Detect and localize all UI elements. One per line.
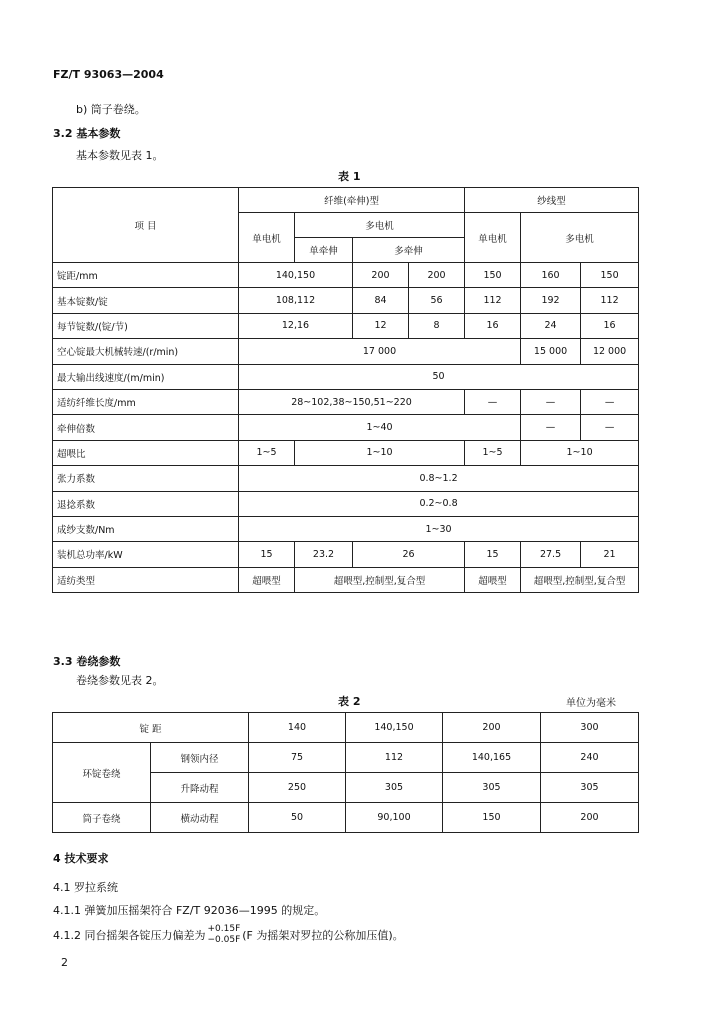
table1-row-label: 超喂比	[53, 440, 239, 465]
section-4-1-2-suffix: (F 为摇架对罗拉的公称加压值)。	[242, 929, 404, 942]
table1-cell: 192	[521, 288, 581, 313]
table1-row-label: 空心锭最大机械转速/(r/min)	[53, 339, 239, 364]
table1-header-item: 项 目	[53, 188, 239, 263]
table1	[52, 187, 639, 593]
table1-cell: 1~10	[521, 440, 639, 465]
table2-cell: 150	[443, 803, 541, 833]
section-4-1-2	[53, 924, 404, 946]
fraction-lower: −0.05F	[207, 935, 241, 945]
section-4-1-1: 4.1.1 弹簧加压摇架符合 FZ/T 92036—1995 的规定。	[53, 904, 326, 917]
table2-cell: 140,165	[443, 743, 541, 773]
table2-unit: 单位为毫米	[566, 698, 616, 709]
table1-cell: —	[521, 389, 581, 414]
section-3-2-title: 3.2 基本参数	[53, 127, 121, 140]
table2-cell: 305	[346, 773, 443, 803]
table1-cell: 超喂型,控制型,复合型	[295, 567, 465, 592]
section-4-1-2-prefix: 4.1.2 同台摇架各锭压力偏差为	[53, 929, 206, 942]
table1-cell: 超喂型,控制型,复合型	[521, 567, 639, 592]
table1-cell: 23.2	[295, 542, 353, 567]
table1-cell: 140,150	[239, 263, 353, 288]
table2-header-value: 300	[541, 713, 639, 743]
table2-group-cheese: 筒子卷绕	[53, 803, 151, 833]
item-b: b) 筒子卷绕。	[76, 103, 146, 116]
table1-row-label: 装机总功率/kW	[53, 542, 239, 567]
table1-cell: 0.2~0.8	[239, 491, 639, 516]
table1-header-single-motor: 单电机	[239, 213, 295, 263]
table1-cell: 1~5	[239, 440, 295, 465]
table1-cell: 21	[581, 542, 639, 567]
table2-cell: 240	[541, 743, 639, 773]
table1-row-label: 适纺纤维长度/mm	[53, 389, 239, 414]
table1-cell: —	[465, 389, 521, 414]
table1-row-label: 最大输出线速度/(m/min)	[53, 364, 239, 389]
table1-row-label: 退捻系数	[53, 491, 239, 516]
table1-row-label: 每节锭数/(锭/节)	[53, 313, 239, 338]
table1-cell: 15 000	[521, 339, 581, 364]
table1-cell: 12 000	[581, 339, 639, 364]
table2-row-label: 升降动程	[151, 773, 249, 803]
table1-cell: 15	[465, 542, 521, 567]
table1-cell: 17 000	[239, 339, 521, 364]
table1-cell: 超喂型	[239, 567, 295, 592]
table1-row-label: 锭距/mm	[53, 263, 239, 288]
table1-cell: 50	[239, 364, 639, 389]
table1-header-yarn-single: 单电机	[465, 213, 521, 263]
table1-cell: 24	[521, 313, 581, 338]
table2-cell: 250	[249, 773, 346, 803]
table1-cell: 8	[409, 313, 465, 338]
table1-cell: 27.5	[521, 542, 581, 567]
table1-cell: 1~30	[239, 516, 639, 541]
table1-cell: 12	[353, 313, 409, 338]
table2-header-value: 200	[443, 713, 541, 743]
table1-row-label: 适纺类型	[53, 567, 239, 592]
table1-cell: 160	[521, 263, 581, 288]
fraction-upper: +0.15F	[207, 924, 241, 934]
section-4-title: 4 技术要求	[53, 852, 109, 865]
table1-cell: —	[521, 415, 581, 440]
table1-header-yarn-multi: 多电机	[521, 213, 639, 263]
table2-cell: 75	[249, 743, 346, 773]
table1-header-multi-draft: 多牵伸	[353, 238, 465, 263]
section-3-3-text: 卷绕参数见表 2。	[76, 674, 164, 687]
table1-caption: 表 1	[338, 170, 361, 183]
table1-cell: —	[581, 415, 639, 440]
table1-cell: 150	[465, 263, 521, 288]
table1-cell: 108,112	[239, 288, 353, 313]
table2-row-label: 钢领内径	[151, 743, 249, 773]
table1-cell: 112	[465, 288, 521, 313]
table1-cell: 150	[581, 263, 639, 288]
table2-row-label: 横动动程	[151, 803, 249, 833]
table1-cell: 1~5	[465, 440, 521, 465]
table1-cell: 200	[409, 263, 465, 288]
section-4-1-title: 4.1 罗拉系统	[53, 881, 118, 894]
table1-cell: 1~40	[239, 415, 521, 440]
table1-header-yarn: 纱线型	[465, 188, 639, 213]
table1-cell: 84	[353, 288, 409, 313]
table1-cell: 超喂型	[465, 567, 521, 592]
section-3-3-title: 3.3 卷绕参数	[53, 655, 121, 668]
standard-number: FZ/T 93063—2004	[53, 68, 164, 81]
table1-row-label: 基本锭数/锭	[53, 288, 239, 313]
table1-cell: 0.8~1.2	[239, 466, 639, 491]
table1-header-fiber: 纤维(牵伸)型	[239, 188, 465, 213]
table2-group-ring: 环锭卷绕	[53, 743, 151, 803]
table1-cell: 200	[353, 263, 409, 288]
table2-cell: 200	[541, 803, 639, 833]
table1-row-label: 成纱支数/Nm	[53, 516, 239, 541]
table2-cell: 90,100	[346, 803, 443, 833]
table1-header-multi-motor: 多电机	[295, 213, 465, 238]
table1-cell: 16	[465, 313, 521, 338]
table1-cell: 28~102,38~150,51~220	[239, 389, 465, 414]
table2-cell: 112	[346, 743, 443, 773]
table1-cell: 56	[409, 288, 465, 313]
table2-header-value: 140,150	[346, 713, 443, 743]
table1-header-single-draft: 单牵伸	[295, 238, 353, 263]
table1-cell: —	[581, 389, 639, 414]
table1-row-label: 牵伸倍数	[53, 415, 239, 440]
table1-cell: 16	[581, 313, 639, 338]
table1-cell: 112	[581, 288, 639, 313]
table2-cell: 305	[443, 773, 541, 803]
table1-cell: 12,16	[239, 313, 353, 338]
table2-caption: 表 2	[338, 695, 361, 708]
table2-cell: 305	[541, 773, 639, 803]
table2-cell: 50	[249, 803, 346, 833]
pressure-tolerance-fraction	[208, 924, 241, 946]
table1-cell: 1~10	[295, 440, 465, 465]
table1-cell: 15	[239, 542, 295, 567]
table1-row-label: 张力系数	[53, 466, 239, 491]
table2-header-value: 140	[249, 713, 346, 743]
page-number: 2	[61, 956, 68, 969]
table1-cell: 26	[353, 542, 465, 567]
table2-header-spindle: 锭 距	[53, 713, 249, 743]
table2	[52, 712, 639, 833]
section-3-2-text: 基本参数见表 1。	[76, 149, 164, 162]
